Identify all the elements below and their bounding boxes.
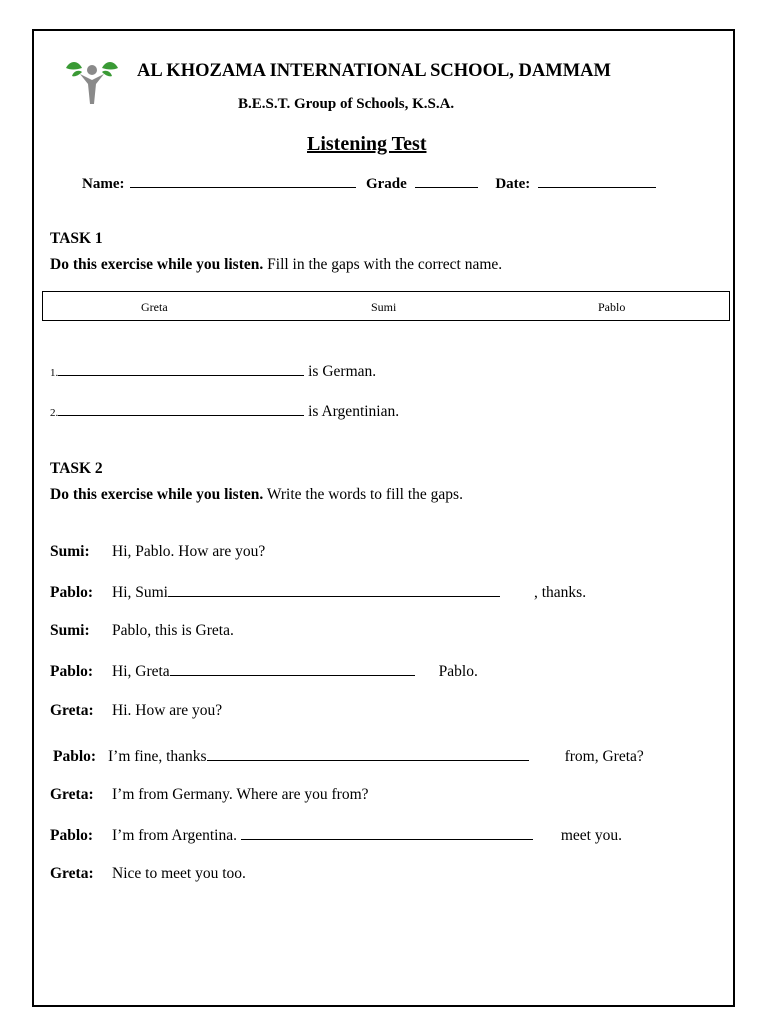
line-text-after: meet you. bbox=[560, 827, 622, 844]
item-text: is German. bbox=[304, 363, 377, 380]
dialogue-line bbox=[50, 787, 369, 803]
name-option: Pablo bbox=[598, 300, 626, 314]
speaker: Pablo: bbox=[50, 827, 94, 844]
task2-instruction bbox=[50, 487, 463, 503]
line-text: Hi. How are you? bbox=[112, 702, 223, 719]
answer-blank[interactable] bbox=[168, 584, 500, 597]
speaker: Pablo: bbox=[50, 584, 94, 601]
task2-instruction-bold: Do this exercise while you listen. bbox=[50, 486, 264, 503]
answer-blank[interactable] bbox=[170, 663, 415, 676]
line-text-after: Pablo. bbox=[438, 663, 478, 680]
line-text: I’m from Germany. Where are you from? bbox=[112, 786, 369, 803]
dialogue-line bbox=[50, 544, 265, 560]
item-number: 2. bbox=[50, 407, 59, 419]
speaker: Pablo: bbox=[50, 663, 94, 680]
page-title: Listening Test bbox=[307, 133, 427, 155]
line-text: Hi, Greta bbox=[112, 663, 170, 680]
speaker: Greta: bbox=[50, 786, 94, 803]
name-label: Name: bbox=[82, 176, 125, 192]
dialogue-line bbox=[50, 827, 622, 844]
task1-item bbox=[50, 363, 376, 380]
line-text: Nice to meet you too. bbox=[112, 865, 246, 882]
name-field[interactable] bbox=[130, 175, 356, 188]
line-text-after: , thanks. bbox=[533, 584, 587, 601]
speaker: Sumi: bbox=[50, 622, 90, 639]
dialogue-line bbox=[50, 623, 234, 639]
school-logo bbox=[62, 56, 122, 108]
name-option: Sumi bbox=[371, 300, 397, 314]
date-field[interactable] bbox=[538, 175, 656, 188]
school-name: AL KHOZAMA INTERNATIONAL SCHOOL, DAMMAM bbox=[137, 61, 612, 81]
date-label: Date: bbox=[495, 176, 531, 192]
line-text: I’m from Argentina. bbox=[112, 827, 241, 844]
name-option: Greta bbox=[141, 300, 168, 314]
task2-instruction-rest: Write the words to fill the gaps. bbox=[263, 486, 463, 503]
answer-blank[interactable] bbox=[58, 403, 304, 416]
grade-field[interactable] bbox=[415, 175, 478, 188]
dialogue-line bbox=[50, 866, 246, 882]
dialogue-line bbox=[50, 584, 586, 601]
line-text-after: from, Greta? bbox=[564, 748, 644, 765]
task1-instruction-bold: Do this exercise while you listen. bbox=[50, 256, 264, 273]
speaker: Greta: bbox=[50, 865, 94, 882]
task2-heading: TASK 2 bbox=[50, 460, 103, 477]
speaker: Pablo: bbox=[53, 748, 97, 765]
task1-heading: TASK 1 bbox=[50, 230, 103, 247]
name-options-box bbox=[42, 291, 730, 321]
group-name: B.E.S.T. Group of Schools, K.S.A. bbox=[238, 96, 455, 112]
student-info-row bbox=[82, 175, 656, 192]
item-text: is Argentinian. bbox=[304, 403, 400, 420]
line-text: Hi, Sumi bbox=[112, 584, 168, 601]
task1-item bbox=[50, 403, 399, 420]
answer-blank[interactable] bbox=[241, 827, 533, 840]
answer-blank[interactable] bbox=[58, 363, 304, 376]
speaker: Sumi: bbox=[50, 543, 90, 560]
dialogue-line bbox=[50, 663, 478, 680]
line-text: Pablo, this is Greta. bbox=[112, 622, 234, 639]
dialogue-line bbox=[50, 703, 222, 719]
task1-instruction bbox=[50, 257, 502, 273]
speaker: Greta: bbox=[50, 702, 94, 719]
grade-label: Grade bbox=[365, 176, 407, 192]
line-text: Hi, Pablo. How are you? bbox=[112, 543, 266, 560]
task1-instruction-rest: Fill in the gaps with the correct name. bbox=[263, 256, 503, 273]
dialogue-line bbox=[53, 748, 644, 765]
item-number: 1. bbox=[50, 367, 59, 379]
line-text: I’m fine, thanks bbox=[108, 748, 207, 765]
answer-blank[interactable] bbox=[207, 748, 529, 761]
